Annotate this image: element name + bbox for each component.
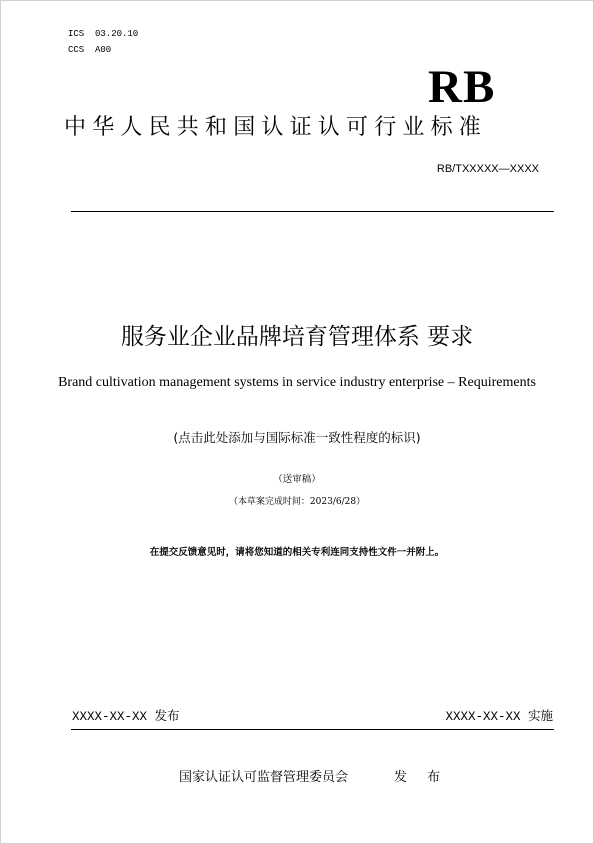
ccs-code: CCS A00 [68,45,112,55]
rb-logo: RB [428,61,496,113]
draft-completion-date: （本草案完成时间：2023/6/28） [228,497,366,507]
consistency-placeholder[interactable]: (点击此处添加与国际标准一致性程度的标识) [173,430,421,445]
ics-code: ICS 03.20.10 [68,29,139,39]
publish-date: XXXX-XX-XX 发布 [72,710,180,724]
document-title-cn: 服务业企业品牌培育管理体系 要求 [120,324,474,350]
document-title-en: Brand cultivation management systems in service industry enterprise – Requirements [58,375,536,390]
standard-number: RB/TXXXXX—XXXX [436,163,539,175]
standard-category-title: 中华人民共和国认证认可行业标准 [64,115,488,140]
draft-stage: （送审稿） [273,474,321,485]
patent-notice: 在提交反馈意见时，请将您知道的相关专利连同支持性文件一并附上。 [149,547,445,558]
footer-divider [71,729,554,730]
issue-label: 发 布 [394,770,449,785]
issuing-authority: 国家认证认可监督管理委员会 [179,770,349,785]
header-divider [71,211,554,212]
implement-date: XXXX-XX-XX 实施 [445,710,553,724]
